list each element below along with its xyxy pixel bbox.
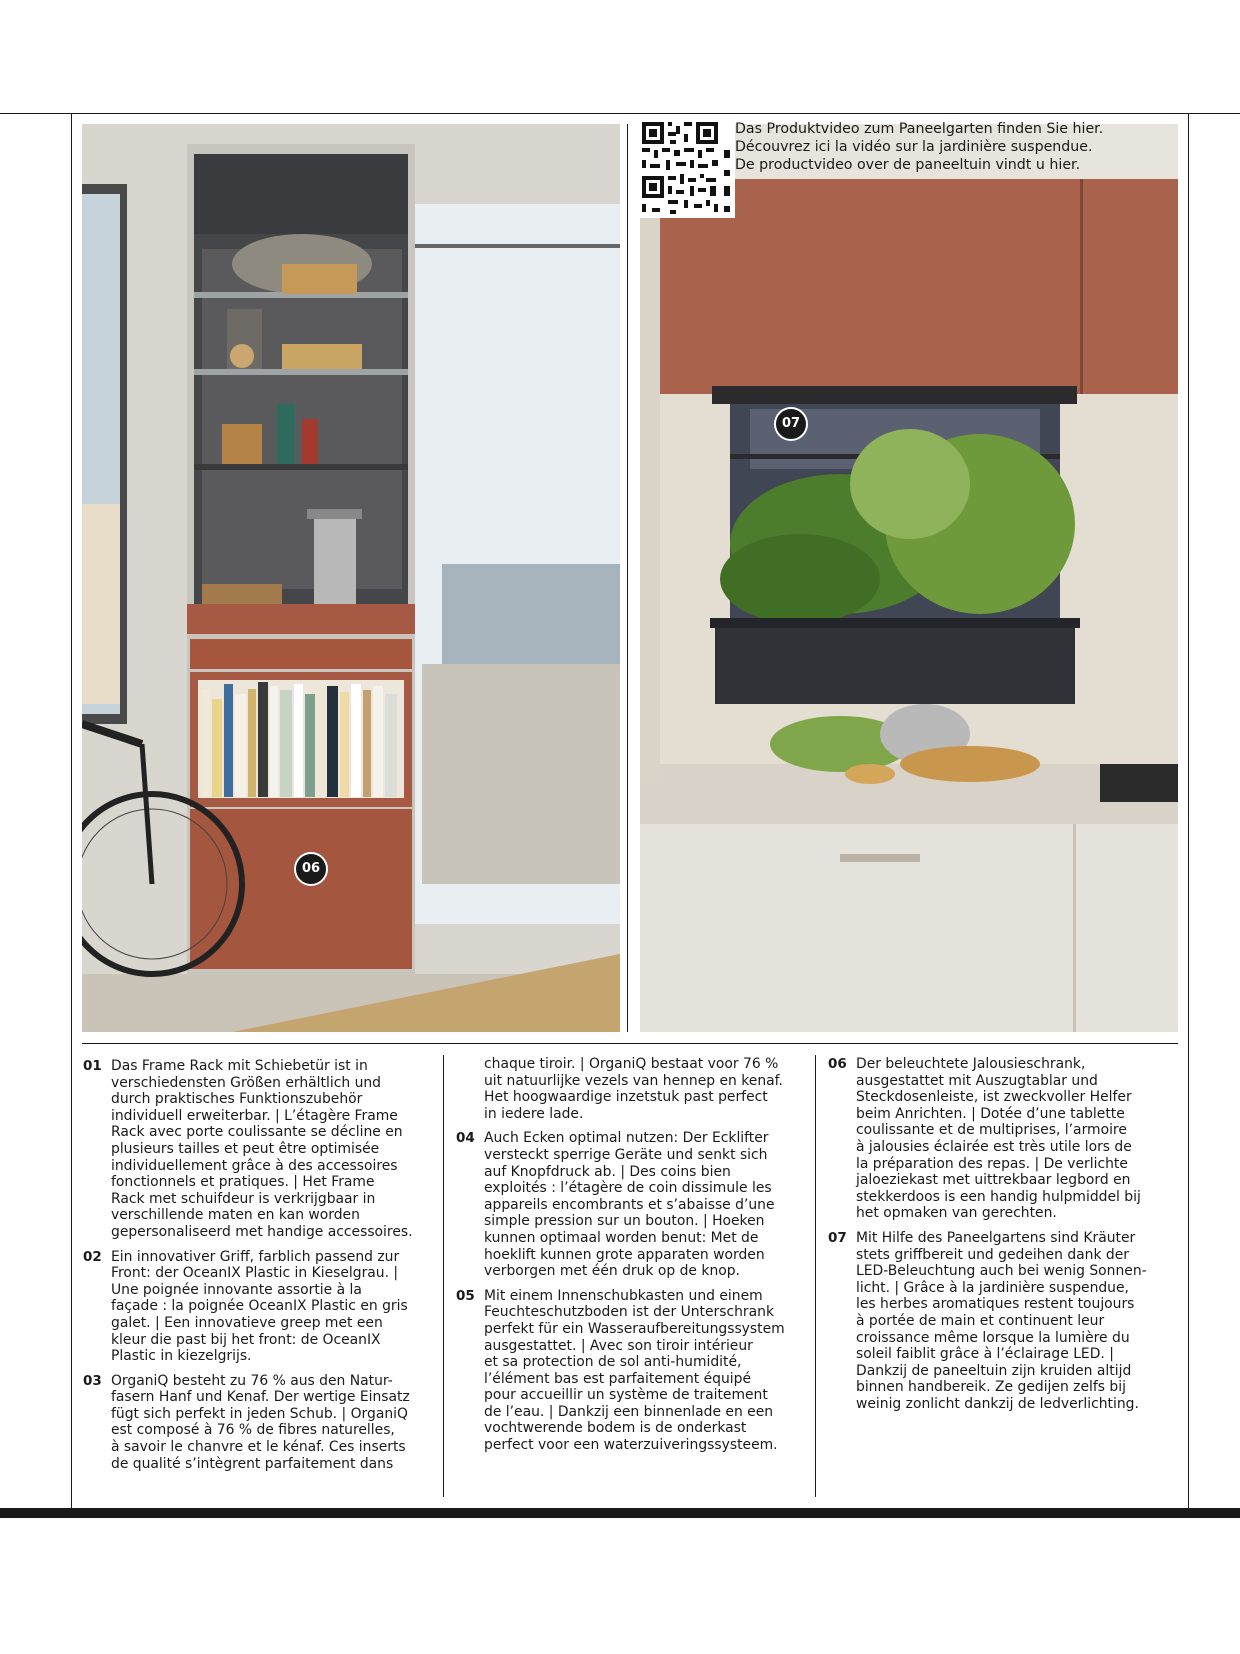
photo-divider [627, 124, 628, 1032]
frame-rack-illustration [82, 124, 620, 1032]
text-column-1 [83, 1058, 438, 1480]
column-divider-2 [815, 1055, 816, 1497]
qr-code[interactable] [640, 120, 735, 218]
list-item-05 [456, 1288, 811, 1454]
callout-badge-07: 07 [774, 407, 808, 441]
callout-badge-06: 06 [294, 852, 328, 886]
text-top-rule [82, 1043, 1178, 1044]
item-text: Das Frame Rack mit Schiebetür ist in verschiedensten Größen erhältlich und durch praktisches Funktionszubehör individuell erweiterbar. | L’étagère Frame Rack avec porte coulissante se décline en plusieurs tailles et peut être optimisée individuellement grâce à des accessoires fonctionnels et pratiques. | Het Frame Rack met schuifdeur is verkrijgbaar in verschillende maten en kan worden gepersonaliseerd met handige accessoires. [111, 1058, 413, 1240]
qr-caption [735, 120, 1155, 174]
panel-garden-photo [640, 124, 1178, 1032]
column-divider-1 [443, 1055, 444, 1497]
left-margin-rule [71, 113, 72, 1508]
list-item-02 [83, 1249, 438, 1365]
list-item-07 [828, 1230, 1183, 1413]
qr-caption-fr: Découvrez ici la vidéo sur la jardinière suspendue. [735, 139, 1093, 155]
qr-code-icon [640, 120, 735, 218]
right-margin-rule [1188, 113, 1189, 1508]
bottom-bar [0, 1508, 1240, 1518]
list-item-03 [83, 1373, 438, 1473]
item-number: 06 [828, 1056, 847, 1072]
panel-garden-illustration [640, 124, 1178, 1032]
item-text: Mit einem Innenschubkasten und einem Feuchteschutzboden ist der Unterschrank perfekt für ein Wasseraufbereitungssystem ausgestattet. | Avec son tiroir intérieur et sa protection de sol anti-humidité, l’élément bas est parfaitement équipé pour accueillir un système de traitement de l’eau. | Dankzij een binnenlade en een vochtwerende bodem is de onderkast perfect voor een waterzuiveringssysteem. [484, 1287, 785, 1454]
item-number: 01 [83, 1058, 102, 1074]
item-number: 05 [456, 1287, 475, 1304]
item-text: OrganiQ besteht zu 76 % aus den Natur- fasern Hanf und Kenaf. Der wertige Einsatz fügt sich perfekt in jeden Schub. | OrganiQ est composé à 76 % de fibres naturelles, à savoir le chanvre et le kénaf. Ces inserts de qualité s’intègrent parfaitement dans [111, 1372, 410, 1472]
item-text: Auch Ecken optimal nutzen: Der Ecklifter versteckt sperrige Geräte und senkt sich auf Knopfdruck ab. | Des coins bien exploités : l’étagère de coin dissimule les appareils encombrants et s’abaisse d’une simple pression sur un bouton. | Hoeken kunnen optimaal worden benut: Met de hoeklift kunnen grote apparaten worden verborgen met één druk op de knop. [484, 1130, 775, 1280]
frame-rack-photo [82, 124, 620, 1032]
item-number: 04 [456, 1130, 475, 1147]
item-text: Ein innovativer Griff, farblich passend zur Front: der OceanIX Plastic in Kieselgrau. | Une poignée innovante assortie à la façade : la poignée OceanIX Plastic en gris galet. | Een innovatieve greep met een kleur die past bij het front: de OceanIX Plastic in kiezelgrijs. [111, 1248, 408, 1365]
item-text: Der beleuchtete Jalousieschrank, ausgestattet mit Auszugtablar und Steckdosenleiste, ist zweckvoller Helfer beim Anrichten. | Dotée d’une tablette coulissante et de multiprises, l’armoire à jalousies éclairée est très utile lors de la préparation des repas. | De verlichte jaloeziekast met uittrekbaar legbord en stekkerdoos is een handig hulpmiddel bij het opmaken van gerechten. [856, 1056, 1141, 1222]
top-rule [0, 113, 1240, 114]
qr-caption-de: Das Produktvideo zum Paneelgarten finden Sie hier. [735, 121, 1104, 137]
qr-caption-nl: De productvideo over de paneeltuin vindt u hier. [735, 157, 1081, 173]
text-column-3 [828, 1056, 1183, 1420]
item-03-continuation: chaque tiroir. | OrganiQ bestaat voor 76 % uit natuurlijke vezels van hennep en kenaf. Het hoogwaardige inzetstuk past perfect in iedere lade. [484, 1056, 783, 1122]
item-number: 02 [83, 1248, 102, 1265]
list-item-01 [83, 1058, 438, 1241]
text-column-2 [456, 1056, 811, 1462]
list-item-06 [828, 1056, 1183, 1222]
item-number: 07 [828, 1229, 847, 1246]
list-item-04 [456, 1130, 811, 1279]
item-text: Mit Hilfe des Paneelgartens sind Kräuter stets griffbereit und gedeihen dank der LED-Beleuchtung auch bei wenig Sonnen- licht. | Grâce à la jardinière suspendue, les herbes aromatiques restent toujours à portée de main et continuent leur croissance même lorsque la lumière du soleil faiblit grâce à l’éclairage LED. | Dankzij de paneeltuin zijn kruiden altijd binnen handbereik. Ze gedijen zelfs bij weinig zonlicht dankzij de ledverlichting. [856, 1229, 1147, 1412]
item-number: 03 [83, 1372, 102, 1389]
